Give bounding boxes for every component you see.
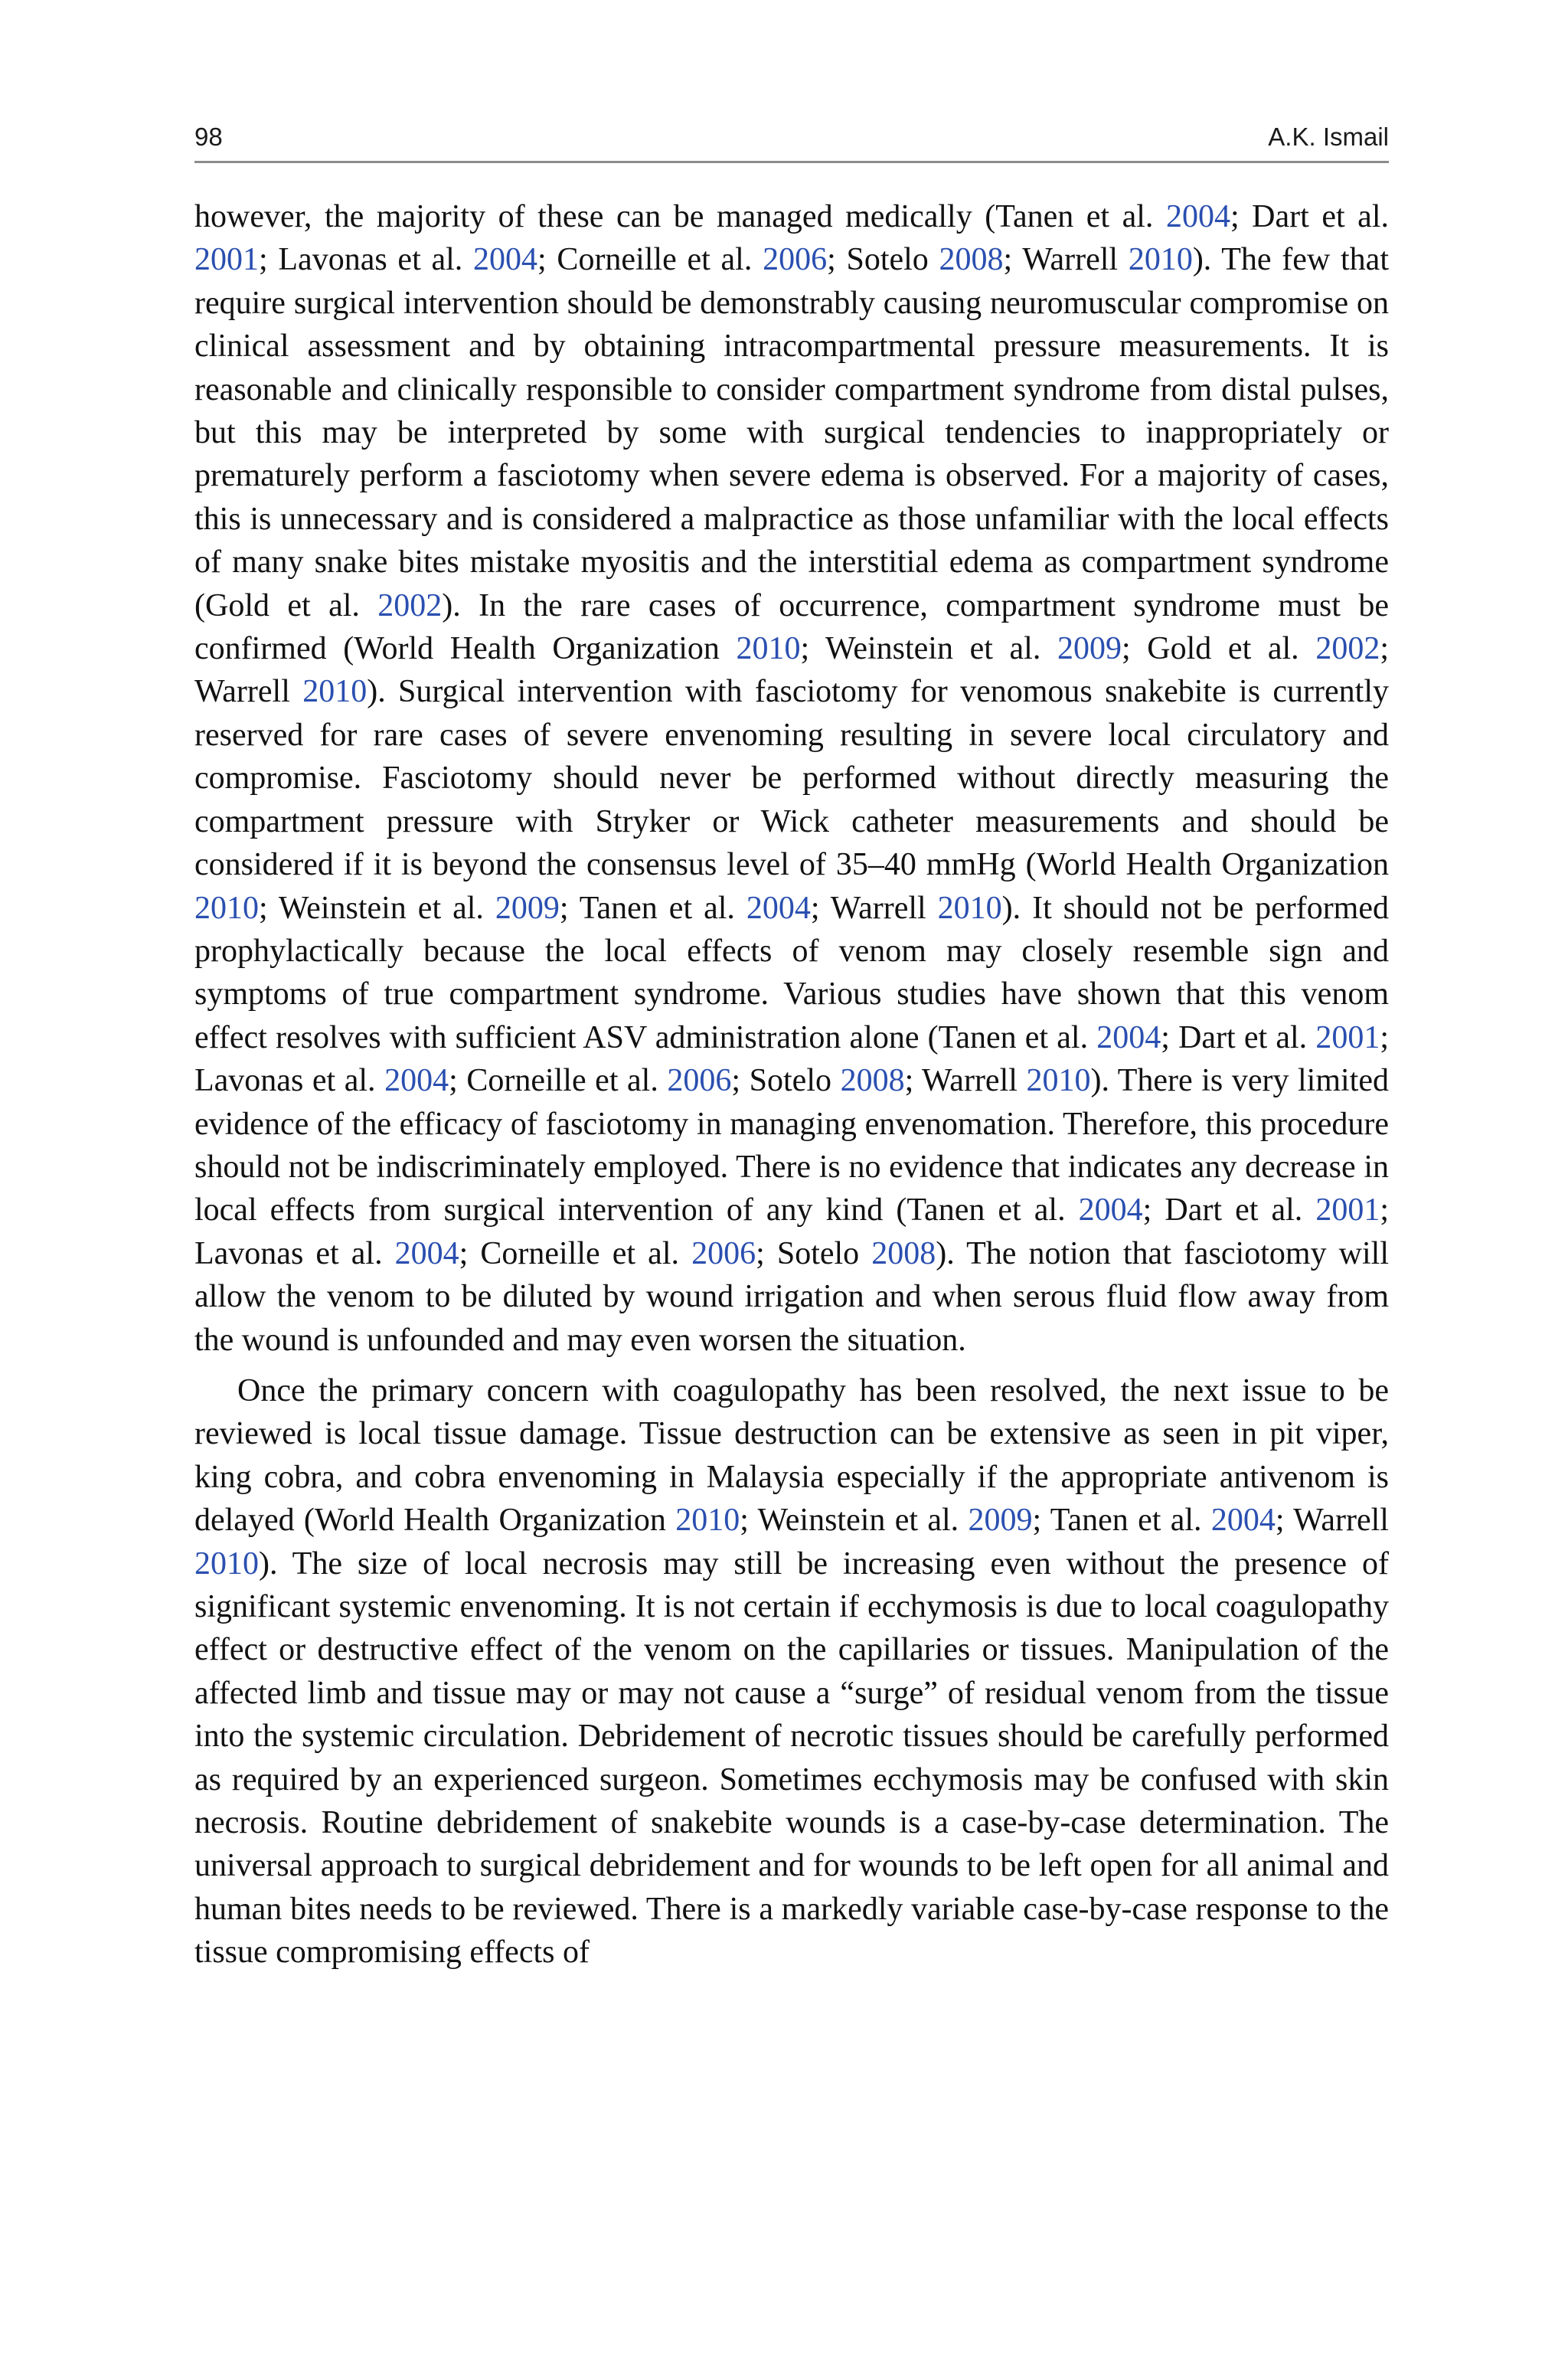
text-segment: ; Warrell [904, 1063, 1027, 1099]
text-segment: ). The notion that fasciotomy will allow the venom to be diluted by wound irrigation and when serous fluid flow away from the wound is unfounded and may even worsen the situation. [194, 1235, 1389, 1358]
text-segment: ; Warrell [810, 890, 938, 926]
text-segment: ; Weinstein et al. [740, 1503, 969, 1539]
citation-link[interactable]: 2010 [675, 1503, 740, 1539]
text-segment: ; Sotelo [731, 1063, 841, 1099]
citation-link[interactable]: 2004 [1165, 199, 1230, 234]
text-segment: ; Dart et al. [1230, 199, 1389, 234]
citation-link[interactable]: 2004 [394, 1235, 459, 1271]
citation-link[interactable]: 2010 [302, 674, 368, 710]
citation-link[interactable]: 2006 [667, 1063, 732, 1099]
text-segment: ; Warrell [194, 631, 1389, 710]
citation-link[interactable]: 2002 [1315, 631, 1380, 667]
text-segment: ; Gold et al. [1121, 631, 1316, 667]
citation-link[interactable]: 2008 [939, 242, 1004, 278]
text-segment: ; Corneille et al. [459, 1235, 692, 1271]
text-segment: ). It should not be performed prophylactically because the local effects of venom may closely resemble sign and symptoms of true compartment syndrome. Various studies have shown that this venom effect resolves with sufficient ASV administration alone (Tanen et al. [194, 890, 1389, 1055]
text-segment: ; Dart et al. [1161, 1019, 1316, 1055]
text-segment: ; Warrell [1003, 242, 1129, 278]
text-segment: ; Warrell [1275, 1503, 1389, 1539]
citation-link[interactable]: 2004 [473, 242, 538, 278]
citation-link[interactable]: 2006 [763, 242, 828, 278]
text-segment: ). The few that require surgical intervention should be demonstrably causing neuromuscular compromise on clinical assessment and by obtaining intracompartmental pressure measurements. It is reasonable and clinically responsible to consider compartment syndrome from distal pulses, but this may be interpreted by some with surgical tendencies to inappropriately or prematurely perform a fasciotomy when severe edema is observed. For a majority of cases, this is unnecessary and is considered a malpractice as those unfamiliar with the local effects of many snake bites mistake myositis and the interstitial edema as compartment syndrome (Gold et al. [194, 242, 1389, 623]
text-segment: ; Weinstein et al. [259, 890, 495, 926]
citation-link[interactable]: 2001 [194, 242, 259, 278]
text-segment: ). Surgical intervention with fasciotomy for venomous snakebite is currently reserved for rare cases of severe envenoming resulting in severe local circulatory and compromise. Fasciotomy should never be performed without directly measuring the compartment pressure with Stryker or Wick catheter measurements and should be considered if it is beyond the consensus level of 35–40 mmHg (World Health Organization [194, 674, 1389, 883]
citation-link[interactable]: 2009 [495, 890, 560, 926]
citation-link[interactable]: 2010 [1128, 242, 1193, 278]
text-segment: ; Lavonas et al. [194, 1019, 1390, 1099]
citation-link[interactable]: 2010 [194, 1546, 259, 1582]
citation-link[interactable]: 2004 [384, 1063, 449, 1099]
page-number: 98 [194, 123, 223, 151]
citation-link[interactable]: 2008 [871, 1235, 936, 1271]
paragraph [194, 195, 1389, 1362]
citation-link[interactable]: 2002 [377, 587, 443, 623]
citation-link[interactable]: 2009 [968, 1503, 1033, 1539]
text-segment: ; Corneille et al. [537, 242, 763, 278]
text-segment: however, the majority of these can be managed medically (Tanen et al. [194, 199, 1166, 234]
text-segment: ; Lavonas et al. [194, 1192, 1389, 1271]
text-segment: ; Dart et al. [1142, 1192, 1316, 1228]
paragraph [194, 1369, 1389, 1974]
body-text [194, 195, 1389, 1974]
citation-link[interactable]: 2010 [194, 890, 259, 926]
text-segment: ; Weinstein et al. [800, 631, 1057, 667]
citation-link[interactable]: 2004 [1078, 1192, 1143, 1228]
citation-link[interactable]: 2006 [691, 1235, 756, 1271]
text-segment: ; Tanen et al. [559, 890, 746, 926]
citation-link[interactable]: 2004 [1210, 1503, 1276, 1539]
page [194, 123, 1389, 1974]
text-segment: ; Sotelo [827, 242, 939, 278]
citation-link[interactable]: 2008 [840, 1063, 905, 1099]
text-segment: ; Lavonas et al. [259, 242, 474, 278]
text-segment: ; Corneille et al. [449, 1063, 668, 1099]
citation-link[interactable]: 2001 [1315, 1019, 1380, 1055]
citation-link[interactable]: 2009 [1057, 631, 1122, 667]
text-segment: Once the primary concern with coagulopathy has been resolved, the next issue to be reviewed is local tissue damage. Tissue destruction can be extensive as seen in pit viper, king cobra, and cobra envenoming in Malaysia especially if the appropriate antivenom is delayed (World Health Organization [194, 1372, 1389, 1539]
citation-link[interactable]: 2010 [1026, 1063, 1091, 1099]
text-segment: ). There is very limited evidence of the efficacy of fasciotomy in managing envenomation. Therefore, this procedure should not be indiscriminately employed. There is no evidence that indicates any decrease in local effects from surgical intervention of any kind (Tanen et al. [194, 1063, 1389, 1228]
running-head-author: A.K. Ismail [1268, 123, 1389, 151]
citation-link[interactable]: 2004 [746, 890, 811, 926]
text-segment: ; Sotelo [756, 1235, 872, 1271]
citation-link[interactable]: 2001 [1315, 1192, 1380, 1228]
citation-link[interactable]: 2004 [1096, 1019, 1161, 1055]
text-segment: ). The size of local necrosis may still be increasing even without the presence of significant systemic envenoming. It is not certain if ecchymosis is due to local coagulopathy effect or destructive effect of the venom on the capillaries or tissues. Manipulation of the affected limb and tissue may or may not cause a “surge” of residual venom from the tissue into the systemic circulation. Debridement of necrotic tissues should be carefully performed as required by an experienced surgeon. Sometimes ecchymosis may be confused with skin necrosis. Routine debridement of snakebite wounds is a case-by-case determination. The universal approach to surgical debridement and for wounds to be left open for all animal and human bites needs to be reviewed. There is a markedly variable case-by-case response to the tissue compromising effects of [194, 1546, 1389, 1971]
citation-link[interactable]: 2010 [937, 890, 1002, 926]
text-segment: ; Tanen et al. [1032, 1503, 1211, 1539]
citation-link[interactable]: 2010 [736, 631, 801, 667]
text-segment: ). In the rare cases of occurrence, compartment syndrome must be confirmed (World Health Organization [194, 587, 1389, 667]
running-head [194, 123, 1389, 163]
